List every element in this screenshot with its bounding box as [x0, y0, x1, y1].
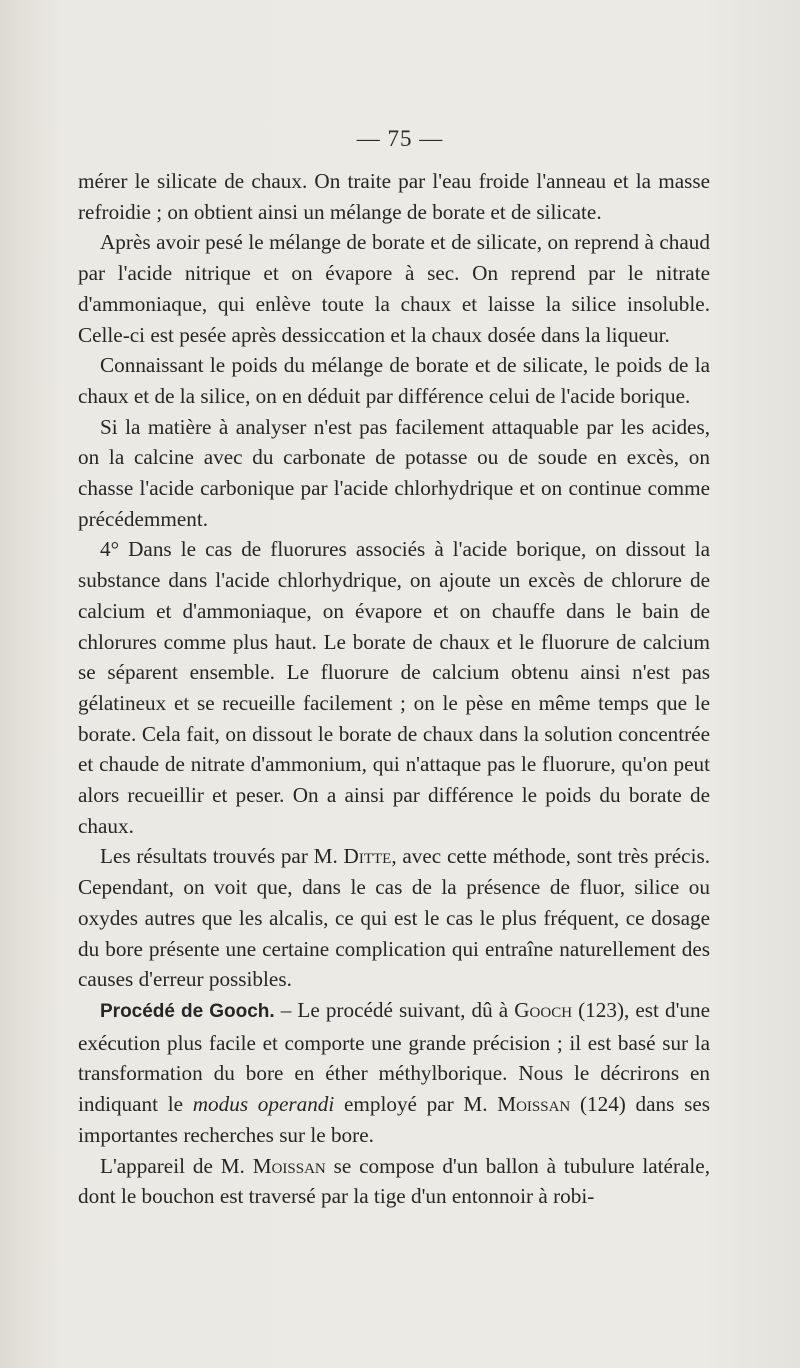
author-name-moissan-2: Moissan: [252, 1153, 326, 1178]
author-name-gooch: Gooch: [514, 997, 573, 1022]
paragraph-6: [78, 841, 710, 995]
p7-text-c: employé par M.: [334, 1092, 498, 1117]
p7-text-d: (124) dans ses importantes recherches sur le bore.: [78, 1092, 710, 1147]
paragraph-2: Après avoir pesé le mélange de borate et de silicate, on reprend à chaud par l'acide nitrique et on évapore à sec. On reprend par le nitrate d'ammoniaque, qui enlève toute la chaux et laisse la silice insoluble. Celle-ci est pesée après dessiccation et la chaux dosée dans la liqueur.: [78, 230, 710, 347]
section-heading-gooch: Procédé de Gooch.: [100, 1000, 275, 1022]
paragraph-7: [78, 995, 710, 1151]
paragraph-1: mérer le silicate de chaux. On traite par l'eau froide l'anneau et la masse refroidie ; on obtient ainsi un mélange de borate et de silicate.: [78, 169, 710, 224]
paragraph-5: 4° Dans le cas de fluorures associés à l'acide borique, on dissout la substance dans l'acide chlorhydrique, on ajoute un excès de chlorure de calcium et d'ammoniaque, on évapore et on chauffe dans le bain de chlorures comme plus haut. Le borate de chaux et le fluorure de calcium se séparent ensemble. Le fluorure de calcium obtenu ainsi n'est pas gélatineux et se recueille facilement ; on le pèse en même temps que le borate. Cela fait, on dissout le borate de chaux dans la solution concentrée et chaude de nitrate d'ammonium, qui n'attaque pas le fluorure, qu'on peut alors recueillir et peser. On a ainsi par différence le poids du borate de chaux.: [78, 537, 710, 838]
page-number: — 75 —: [356, 126, 444, 151]
p6-text-a: Les résultats trouvés par M.: [100, 844, 344, 869]
p6-text-b: , avec cette méthode, sont très précis. Cependant, on voit que, dans le cas de la présence de fluor, silice ou oxydes autres que les alcalis, ce qui est le cas le plus fréquent, ce dosage du bore présente une certaine complication qui entraîne naturellement des causes d'erreur possibles.: [78, 844, 711, 992]
paragraph-4: Si la matière à analyser n'est pas facilement attaquable par les acides, on la calcine avec du carbonate de potasse ou de soude en excès, on chasse l'acide carbonique par l'acide chlorhydrique et on continue comme précédemment.: [78, 414, 710, 531]
p7-text-a: – Le procédé suivant, dû à: [274, 997, 515, 1022]
italic-modus-operandi: modus operandi: [192, 1092, 335, 1117]
p8-text-b: se compose d'un ballon à tubulure latérale, dont le bouchon est traversé par la tige d'un entonnoir à robi-: [78, 1153, 710, 1209]
paragraph-3: Connaissant le poids du mélange de borate et de silicate, le poids de la chaux et de la silice, on en déduit par différence celui de l'acide borique.: [78, 353, 710, 408]
paragraph-8: [78, 1151, 710, 1212]
body-text: [78, 166, 710, 1212]
p8-text-a: L'appareil de M.: [100, 1153, 253, 1178]
author-name-moissan: Moissan: [497, 1092, 571, 1117]
p7-text-b: (123), est d'une exécution plus facile et comporte une grande précision ; il est basé sur la transformation du bore en éther méthylborique. Nous le décrirons en indiquant le: [78, 997, 710, 1117]
author-name-ditte: Ditte: [343, 844, 392, 869]
